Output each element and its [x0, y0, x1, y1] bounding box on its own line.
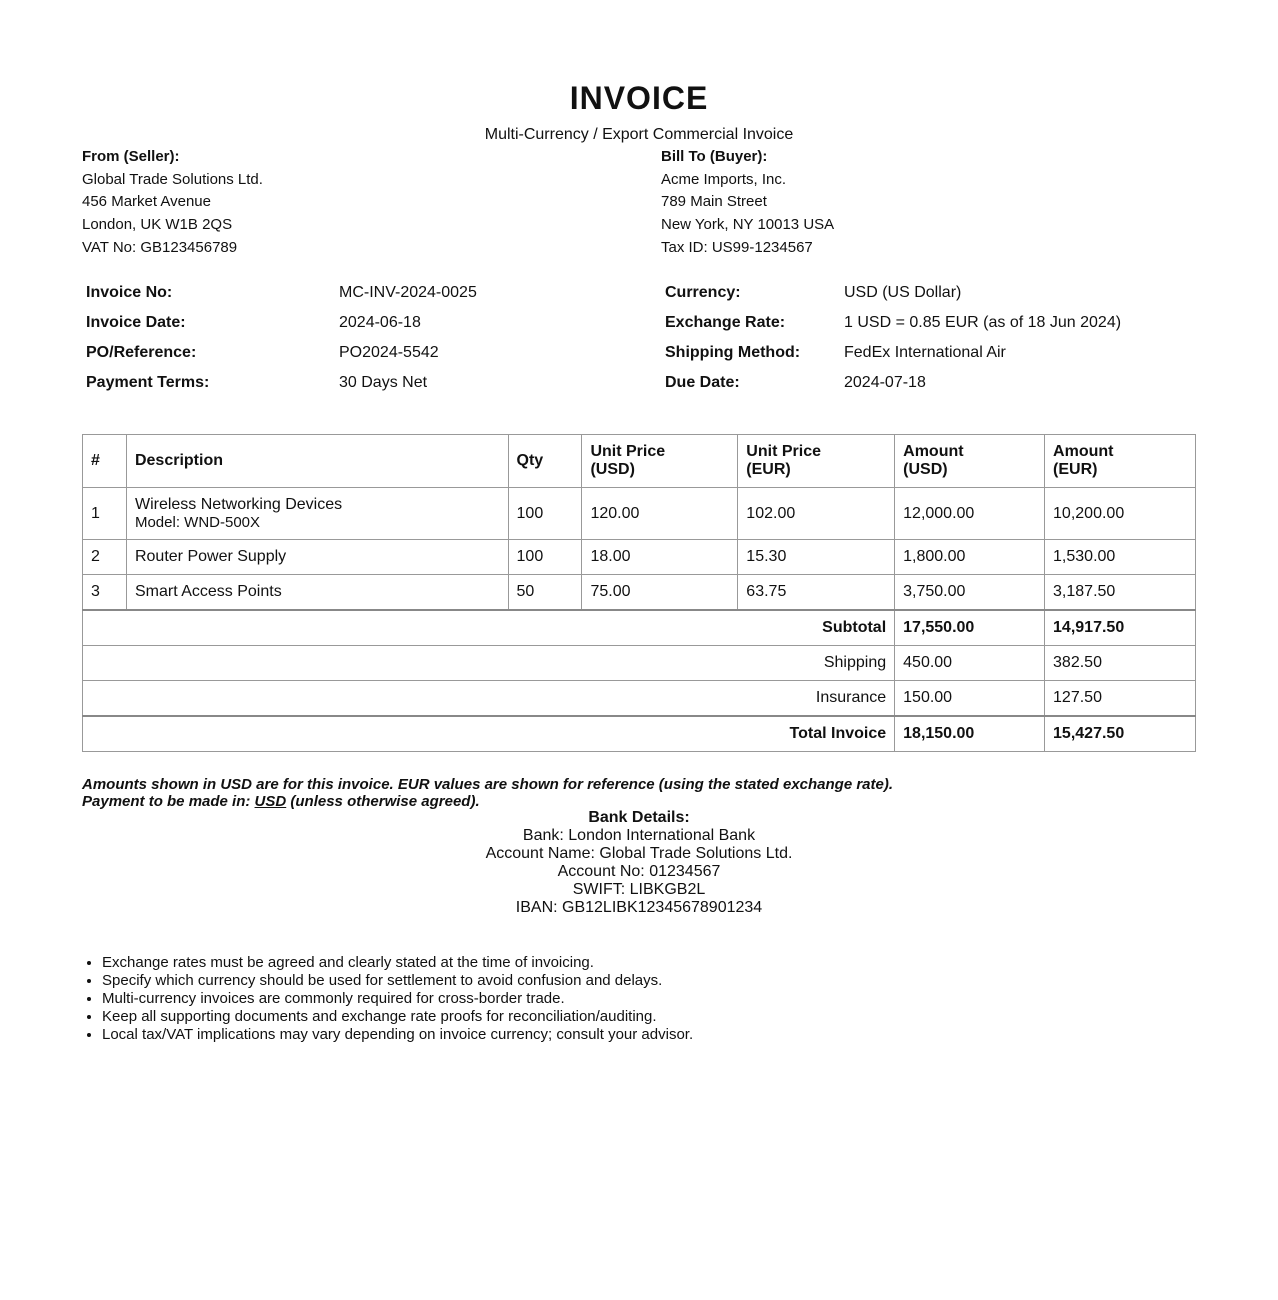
- header-line: Amount: [1053, 443, 1114, 460]
- po-reference-value: PO2024-5542: [339, 344, 439, 361]
- currency-notes: [82, 776, 1196, 810]
- shipping-usd: 450.00: [895, 646, 1045, 681]
- insurance-label: Insurance: [83, 681, 895, 717]
- invoice-date-label: Invoice Date:: [86, 314, 186, 331]
- row-unit-price-usd: 75.00: [582, 575, 738, 611]
- bank-account-name: Account Name: Global Trade Solutions Ltd.: [485, 845, 793, 862]
- list-item: • Specify which currency should be used for settlement to avoid confusion and delays.: [102, 972, 693, 990]
- invoice-meta: [82, 278, 1196, 398]
- header-line: (USD): [903, 461, 948, 478]
- row-qty: 100: [508, 488, 582, 540]
- table-row: [83, 575, 1196, 611]
- row-unit-price-eur: 15.30: [738, 540, 895, 575]
- list-item: • Multi-currency invoices are commonly required for cross-border trade.: [102, 990, 693, 1008]
- payment-terms-label: Payment Terms:: [86, 374, 210, 391]
- invoice-subtitle: Multi-Currency / Export Commercial Invoice: [484, 126, 794, 143]
- row-num: 3: [83, 575, 127, 611]
- total-eur: 15,427.50: [1045, 716, 1196, 752]
- row-qty: 100: [508, 540, 582, 575]
- payment-suffix: (unless otherwise agreed).: [286, 793, 480, 810]
- row-unit-price-eur: 102.00: [738, 488, 895, 540]
- subtotal-usd: 17,550.00: [895, 610, 1045, 646]
- bank-account-no: Account No: 01234567: [557, 863, 721, 880]
- list-item: • Local tax/VAT implications may vary depending on invoice currency; consult your advisor.: [102, 1026, 693, 1044]
- shipping-label: Shipping: [83, 646, 895, 681]
- insurance-eur: 127.50: [1045, 681, 1196, 717]
- insurance-usd: 150.00: [895, 681, 1045, 717]
- list-item: • Keep all supporting documents and exchange rate proofs for reconciliation/auditing.: [102, 1008, 693, 1026]
- buyer-city: New York, NY 10013 USA: [661, 216, 835, 234]
- subtotal-eur: 14,917.50: [1045, 610, 1196, 646]
- list-item: • Exchange rates must be agreed and clearly stated at the time of invoicing.: [102, 954, 693, 972]
- meta-row: [82, 278, 1196, 308]
- invoice-no-label: Invoice No:: [86, 284, 173, 301]
- row-description: Smart Access Points: [126, 575, 508, 611]
- invoice-date-value: 2024-06-18: [339, 314, 421, 331]
- header-line: Unit Price: [590, 443, 666, 460]
- total-usd: 18,150.00: [895, 716, 1045, 752]
- payment-currency: USD: [254, 793, 287, 810]
- shipping-method-value: FedEx International Air: [844, 344, 1006, 361]
- line-items-table: [82, 434, 1196, 752]
- subtotal-label: Subtotal: [83, 610, 895, 646]
- bank-swift: SWIFT: LIBKGB2L: [572, 881, 706, 898]
- bank-heading: Bank Details:: [588, 809, 690, 826]
- col-header-unit-price-usd: [582, 435, 738, 488]
- row-unit-price-usd: 120.00: [582, 488, 738, 540]
- row-amount-usd: 3,750.00: [895, 575, 1045, 611]
- header-line: Unit Price: [746, 443, 821, 460]
- currency-label: Currency:: [665, 284, 741, 301]
- due-date-label: Due Date:: [665, 374, 740, 391]
- row-num: 1: [83, 488, 127, 540]
- table-row: [83, 488, 1196, 540]
- col-header-num: #: [83, 435, 127, 488]
- row-num: 2: [83, 540, 127, 575]
- row-amount-eur: 10,200.00: [1045, 488, 1196, 540]
- seller-vat: VAT No: GB123456789: [82, 238, 238, 256]
- col-header-amount-usd: [895, 435, 1045, 488]
- meta-row: [82, 338, 1196, 368]
- buyer-name: Acme Imports, Inc.: [661, 170, 787, 188]
- meta-row: [82, 368, 1196, 398]
- bank-iban: IBAN: GB12LIBK12345678901234: [515, 899, 763, 916]
- col-header-description: Description: [126, 435, 508, 488]
- total-row: [83, 716, 1196, 752]
- row-amount-usd: 1,800.00: [895, 540, 1045, 575]
- item-name: Wireless Networking Devices: [134, 495, 343, 513]
- col-header-qty: Qty: [508, 435, 582, 488]
- bank-name: Bank: London International Bank: [522, 827, 756, 844]
- subtotal-row: [83, 610, 1196, 646]
- table-header-row: [83, 435, 1196, 488]
- buyer-block: [661, 146, 834, 260]
- po-reference-label: PO/Reference:: [86, 344, 197, 361]
- row-amount-eur: 1,530.00: [1045, 540, 1196, 575]
- row-unit-price-usd: 18.00: [582, 540, 738, 575]
- currency-note-line: Amounts shown in USD are for this invoice. EUR values are shown for reference (using the stated exchange rate).: [82, 776, 894, 793]
- shipping-eur: 382.50: [1045, 646, 1196, 681]
- row-qty: 50: [508, 575, 582, 611]
- payment-terms-value: 30 Days Net: [339, 374, 428, 391]
- item-model: Model: WND-500X: [134, 513, 261, 531]
- invoice-tips-list: [82, 954, 693, 1044]
- header-line: (USD): [590, 461, 635, 478]
- col-header-unit-price-eur: [738, 435, 895, 488]
- invoice-no-value: MC-INV-2024-0025: [339, 284, 477, 301]
- payment-currency-line: [82, 793, 1196, 810]
- seller-city: London, UK W1B 2QS: [82, 216, 233, 234]
- buyer-tax-id: Tax ID: US99-1234567: [661, 238, 813, 256]
- row-unit-price-eur: 63.75: [738, 575, 895, 611]
- table-row: [83, 540, 1196, 575]
- seller-block: [82, 146, 263, 260]
- seller-heading: From (Seller):: [82, 148, 180, 165]
- seller-name: Global Trade Solutions Ltd.: [82, 170, 263, 188]
- header-line: (EUR): [1053, 461, 1098, 478]
- meta-row: [82, 308, 1196, 338]
- exchange-rate-label: Exchange Rate:: [665, 314, 786, 331]
- buyer-heading: Bill To (Buyer):: [661, 148, 768, 165]
- currency-value: USD (US Dollar): [844, 284, 962, 301]
- invoice-title: INVOICE: [569, 80, 709, 116]
- shipping-method-label: Shipping Method:: [665, 344, 801, 361]
- total-label: Total Invoice: [83, 716, 895, 752]
- due-date-value: 2024-07-18: [844, 374, 926, 391]
- row-description: [126, 488, 508, 540]
- buyer-street: 789 Main Street: [661, 193, 767, 211]
- row-amount-usd: 12,000.00: [895, 488, 1045, 540]
- payment-prefix: Payment to be made in:: [82, 793, 255, 810]
- seller-street: 456 Market Avenue: [82, 193, 211, 211]
- bank-details: [82, 809, 1196, 917]
- col-header-amount-eur: [1045, 435, 1196, 488]
- insurance-row: [83, 681, 1196, 717]
- row-description: Router Power Supply: [126, 540, 508, 575]
- header-line: Amount: [903, 443, 964, 460]
- shipping-row: [83, 646, 1196, 681]
- exchange-rate-value: 1 USD = 0.85 EUR (as of 18 Jun 2024): [844, 314, 1122, 331]
- header-line: (EUR): [746, 461, 791, 478]
- row-amount-eur: 3,187.50: [1045, 575, 1196, 611]
